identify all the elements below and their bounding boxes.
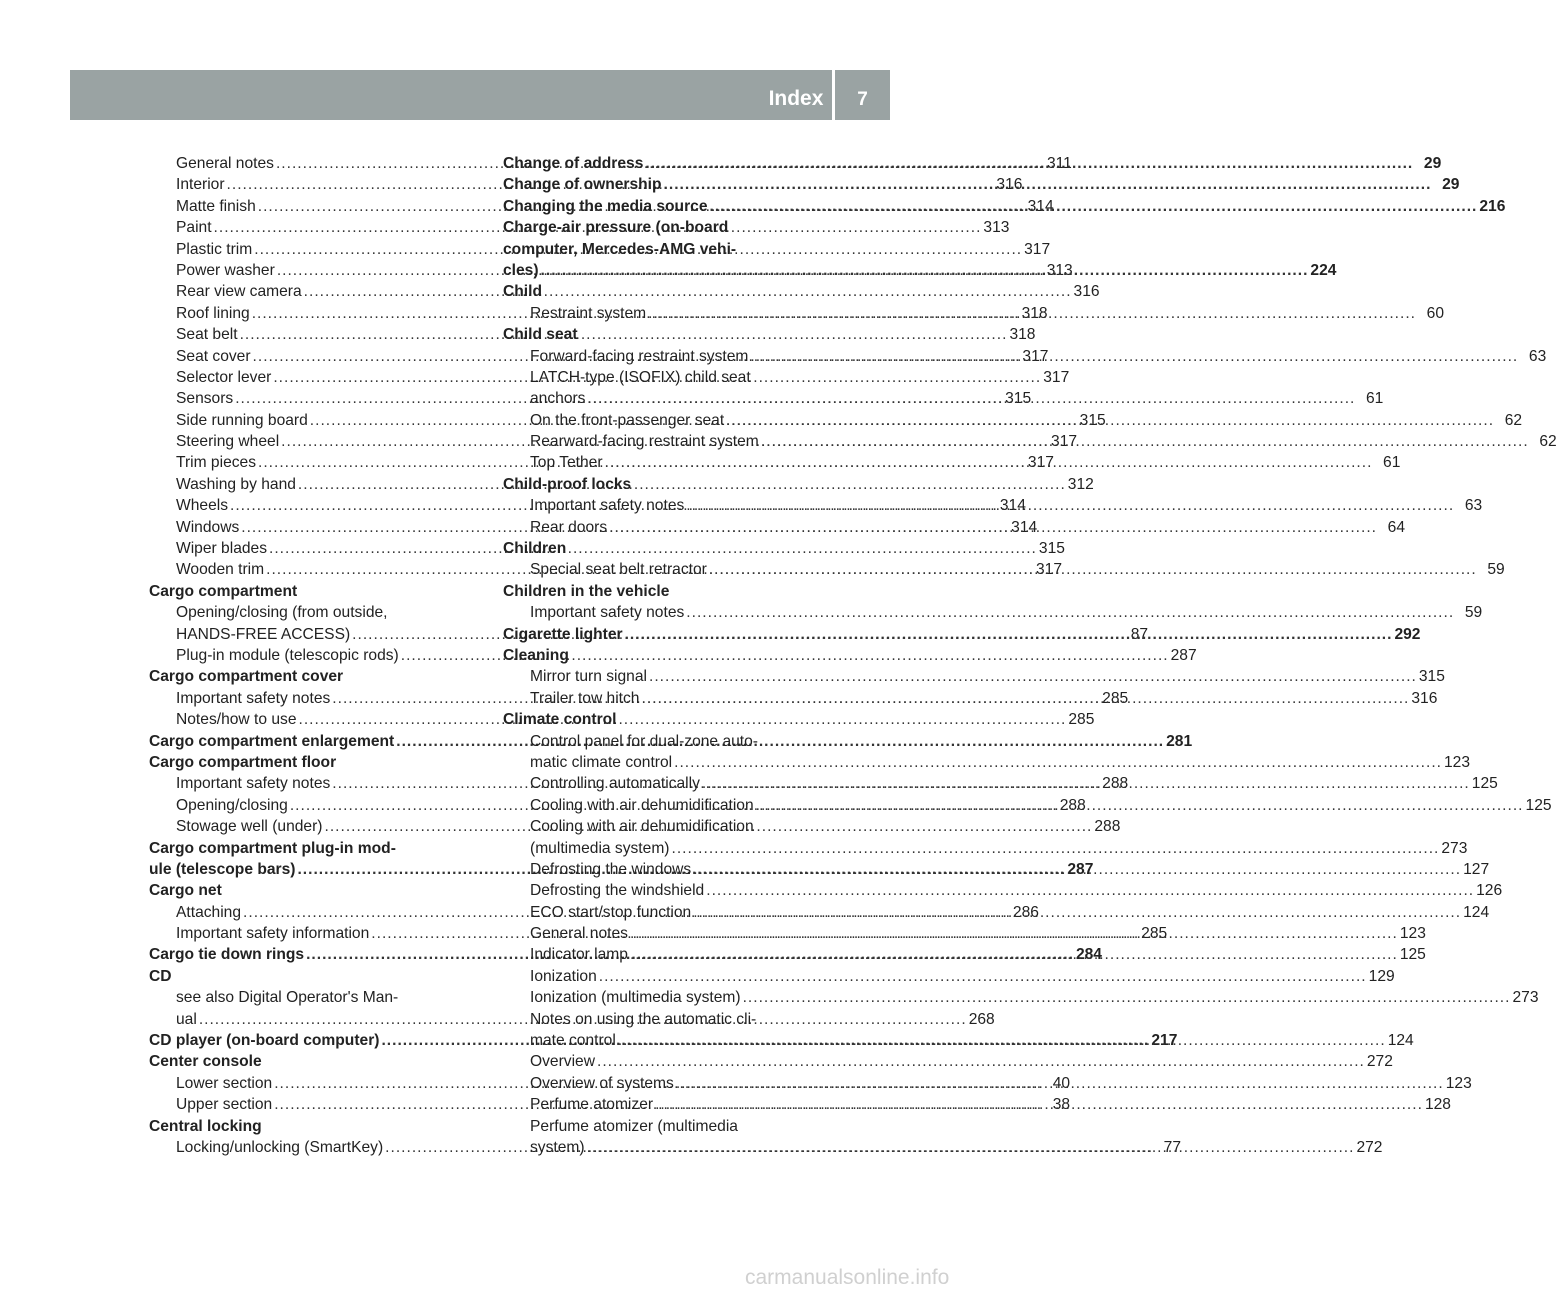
entry-label: Wooden trim [176,561,265,579]
page-reference[interactable]: 287 [1067,860,1094,878]
dot-leader [708,196,1480,217]
entry-label: Cargo compartment enlargement [149,732,395,750]
dot-leader [670,838,1442,859]
dot-leader [672,752,1444,773]
dot-leader [628,923,1400,944]
page-reference[interactable]: 288 [1102,775,1129,793]
entry-label: General notes [530,925,628,943]
entry-label: Important safety information [176,925,370,943]
page-reference[interactable]: 311 [1046,155,1072,172]
page-reference[interactable]: 124 [1387,1032,1414,1050]
dot-leader [684,495,1456,516]
page-reference[interactable]: 59 [1487,561,1505,579]
page-reference[interactable]: 60 [1426,304,1444,322]
entry-label: Matte finish [176,197,256,215]
entry-label: Restraint system [530,304,647,322]
page-reference[interactable]: 268 [968,1010,995,1028]
dot-leader [754,795,1526,816]
dot-leader [662,174,1434,195]
entry-label: Change of ownership [503,176,662,194]
page-reference[interactable]: 286 [1012,903,1039,921]
index-entry [503,602,1483,623]
page-reference[interactable]: 315 [1418,668,1445,686]
index-subline: Cooling with air dehumidification [530,818,754,836]
page-reference[interactable]: 125 [1525,796,1552,814]
entry-label: Interior [176,176,225,194]
dot-leader [639,688,1411,709]
index-subline: Control panel for dual-zone auto- [530,732,758,750]
index-subline: Perfume atomizer (multimedia [530,1117,738,1135]
entry-label: Controlling automatically [530,775,700,793]
dot-leader [704,880,1476,901]
entry-label: Change of address [503,155,644,172]
entry-label: Washing by hand [176,475,296,493]
page-reference[interactable]: 224 [1310,261,1337,279]
page-reference[interactable]: 316 [1073,283,1100,301]
page-reference[interactable]: 29 [1423,155,1442,172]
dot-leader [748,346,1520,367]
page-reference[interactable]: 318 [1021,304,1048,322]
index-heading: Children [503,540,567,558]
dot-leader [595,1051,1367,1072]
watermark: carmanualsonline.info [745,1266,950,1289]
entry-label: Important safety notes [530,497,685,515]
page-reference[interactable]: 315 [1079,411,1106,429]
page-reference[interactable]: 273 [1512,989,1539,1007]
entry-label: Important safety notes [176,775,331,793]
entry-label: General notes [176,155,274,172]
page-reference[interactable]: 62 [1539,433,1557,451]
page-reference[interactable]: 285 [1102,689,1129,707]
page-reference[interactable]: 315 [1038,540,1065,558]
page-reference[interactable]: 272 [1366,1053,1393,1071]
index-heading: Central locking [149,1117,262,1135]
page-reference[interactable]: 129 [1368,967,1395,985]
entry-label: Defrosting the windshield [530,882,705,900]
page-reference[interactable]: 217 [1151,1032,1178,1050]
entry-label: On the front-passenger seat [530,411,725,429]
entry-label: matic climate control [530,753,673,771]
page-reference[interactable]: 281 [1166,732,1193,750]
index-subline: LATCH-type (ISOFIX) child seat [530,368,751,386]
entry-label: Perfume atomizer [530,1096,654,1114]
dot-leader [691,902,1463,923]
entry-label: ECO start/stop function [530,903,692,921]
entry-label: Special seat belt retractor [530,561,707,579]
index-heading: Cargo compartment cover [149,668,344,686]
index-subline: see also Digital Operator's Man- [176,989,399,1007]
entry-label: ual [176,1010,197,1028]
entry-label: Plastic trim [176,240,253,258]
page-reference[interactable]: 317 [1027,454,1054,472]
page-title: Index [768,87,824,110]
page-reference[interactable]: 288 [1094,818,1121,836]
dot-leader [585,1137,1357,1158]
page-reference[interactable]: 126 [1476,882,1503,900]
page-reference[interactable]: 128 [1424,1096,1451,1114]
entry-label: Cargo tie down rings [149,946,305,964]
entry-label: Power washer [176,261,275,279]
entry-label: HANDS-FREE ACCESS) [176,625,351,643]
entry-label: Trim pieces [176,454,257,472]
index-heading: Charge-air pressure (on-board [503,219,729,237]
entry-label: Important safety notes [176,689,331,707]
page-reference[interactable]: 125 [1471,775,1498,793]
entry-label: Wheels [176,497,228,515]
entry-label: Sensors [176,390,234,408]
entry-label: Cigarette lighter [503,625,623,643]
entry-label: Lower section [176,1074,273,1092]
page-reference[interactable]: 317 [1022,347,1049,365]
dot-leader [684,602,1456,623]
page-reference[interactable]: 77 [1163,1138,1182,1156]
entry-label: Plug-in module (telescopic rods) [176,646,399,664]
page-reference[interactable]: 314 [999,497,1026,515]
page-reference[interactable]: 273 [1441,839,1468,857]
dot-leader [647,666,1419,687]
index-subline: Notes on using the automatic cli- [530,1010,757,1028]
entry-label: Side running board [176,411,308,429]
page-reference[interactable]: 124 [1463,903,1490,921]
page-reference[interactable]: 312 [1067,475,1094,493]
page-reference[interactable]: 292 [1394,625,1421,643]
page-reference[interactable]: 125 [1399,946,1426,964]
dot-leader [643,153,1415,174]
entry-label: Windows [176,518,240,536]
page-reference[interactable]: 313 [1046,261,1073,279]
entry-label: Roof lining [176,304,250,322]
page-reference[interactable]: 314 [1011,518,1038,536]
page-reference[interactable]: 63 [1464,497,1483,515]
entry-label: Steering wheel [176,433,280,451]
entry-label: Defrosting the windows [530,860,692,878]
dot-leader [674,1073,1446,1094]
dot-leader [759,431,1531,452]
entry-label: Seat belt [176,326,238,344]
page-reference[interactable]: 29 [1442,176,1460,194]
dot-leader [741,987,1513,1008]
entry-label: Upper section [176,1096,273,1114]
page-reference[interactable]: 62 [1504,411,1523,429]
entry-label: Rear doors [530,518,608,536]
entry-label: cles) [503,261,539,279]
index-entry [503,666,1445,687]
page-reference[interactable]: 318 [1009,326,1036,344]
entry-label: Rearward-facing restraint system [530,433,759,451]
dot-leader [603,452,1375,473]
page-reference[interactable]: 40 [1052,1074,1071,1092]
index-heading: Center console [149,1053,262,1071]
entry-label: Attaching [176,903,242,921]
page-reference[interactable]: 316 [1411,689,1438,707]
page-reference[interactable]: 287 [1170,646,1197,664]
dot-leader [646,303,1418,324]
entry-label: Overview [530,1053,595,1071]
page-reference[interactable]: 38 [1052,1096,1071,1114]
dot-leader [707,559,1479,580]
entry-label: Rear view camera [176,283,302,301]
dot-leader [691,859,1463,880]
entry-label: anchors [530,390,586,408]
dot-leader [623,624,1395,645]
index-heading: Cargo net [149,882,222,900]
entry-label: Ionization (multimedia system) [530,989,741,1007]
page-reference[interactable]: 61 [1383,454,1401,472]
page-reference[interactable]: 127 [1463,860,1490,878]
page-reference[interactable]: 272 [1356,1138,1383,1156]
page-reference[interactable]: 123 [1444,753,1471,771]
index-heading: Cleaning [503,646,569,664]
entry-label: (multimedia system) [530,839,670,857]
dot-leader [607,517,1379,538]
index-entry [503,966,1395,987]
entry-label: Stowage well (under) [176,818,323,836]
index-entry [503,880,1503,901]
entry-label: Forward-facing restraint system [530,347,749,365]
dot-leader [616,1030,1388,1051]
page-reference[interactable]: 61 [1366,390,1384,408]
page-reference[interactable]: 313 [983,219,1010,237]
index-heading: Child [503,283,542,301]
entry-label: Trailer tow hitch [530,689,640,707]
entry-label: Changing the media source [503,197,708,215]
index-heading: CD [149,967,172,985]
entry-label: Top Tether [530,454,603,472]
page-reference[interactable]: 123 [1399,925,1426,943]
index-heading: computer, Mercedes-AMG vehi- [503,240,737,258]
page-reference[interactable]: 314 [1027,197,1054,215]
page-reference[interactable]: 317 [1051,433,1078,451]
index-heading: Climate control [503,711,617,729]
page-reference[interactable]: 288 [1059,796,1086,814]
index-entry [503,752,1471,773]
index-heading: Cargo compartment floor [149,753,337,771]
entry-label: Paint [176,219,212,237]
index-entry [503,987,1539,1008]
page-reference[interactable]: 317 [1043,368,1070,386]
page-reference[interactable]: 59 [1464,604,1483,622]
page-reference[interactable]: 285 [1068,711,1095,729]
index-heading: Child seat [503,326,578,344]
index-entry [503,838,1468,859]
index-entry [503,1051,1393,1072]
entry-label: Notes/how to use [176,711,297,729]
dot-leader [628,944,1400,965]
entry-label: Important safety notes [530,604,685,622]
entry-label: Mirror turn signal [530,668,647,686]
page-reference[interactable]: 284 [1075,946,1102,964]
entry-label: Overview of systems [530,1074,674,1092]
page-reference[interactable]: 317 [1024,240,1051,258]
dot-leader [539,260,1311,281]
entry-label: Locking/unlocking (SmartKey) [176,1138,384,1156]
page-reference[interactable]: 63 [1528,347,1547,365]
page-reference[interactable]: 216 [1479,197,1506,215]
entry-label: Selector lever [176,368,272,386]
page-reference[interactable]: 64 [1387,518,1406,536]
entry-label: Wiper blades [176,540,268,558]
page-reference[interactable]: 315 [1005,390,1032,408]
page-reference[interactable]: 317 [1036,561,1063,579]
dot-leader [585,388,1357,409]
entry-label: mate control [530,1032,616,1050]
dot-leader [700,773,1472,794]
index-heading: Cargo compartment plug-in mod- [149,839,396,857]
entry-label: Seat cover [176,347,251,365]
entry-label: Ionization [530,967,597,985]
index-heading: Children in the vehicle [503,582,670,600]
dot-leader [597,966,1369,987]
entry-label: Cooling with air dehumidification [530,796,754,814]
dot-leader [724,410,1496,431]
entry-label: Opening/closing [176,796,288,814]
index-subline: Opening/closing (from outside, [176,604,388,622]
page-reference[interactable]: 87 [1130,625,1149,643]
entry-label: CD player (on-board computer) [149,1032,380,1050]
entry-label: Indicator lamp [530,946,628,964]
page-reference[interactable]: 316 [996,176,1023,194]
page-reference[interactable]: 285 [1141,925,1168,943]
index-heading: Cargo compartment [149,582,298,600]
index-heading: Child-proof locks [503,475,632,493]
entry-label: ule (telescope bars) [149,860,296,878]
page-reference[interactable]: 123 [1445,1074,1472,1092]
page-number: 7 [857,89,868,110]
entry-label: system) [530,1138,585,1156]
dot-leader [653,1094,1425,1115]
